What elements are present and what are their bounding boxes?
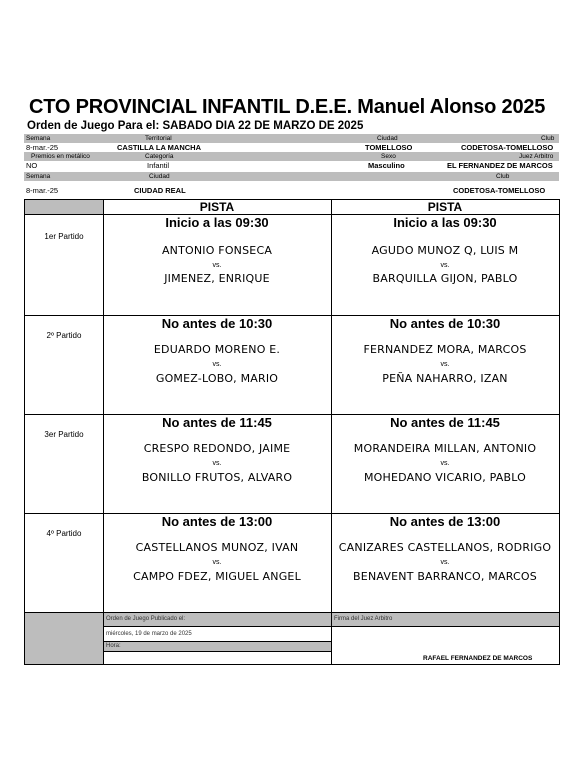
page-subtitle: Orden de Juego Para el: SABADO DIA 22 DE MARZO DE 2025 [27, 120, 364, 132]
club2-value: CODETOSA-TOMELLOSO [453, 186, 546, 195]
match-time: Inicio a las 09:30 [165, 215, 269, 230]
page-title: CTO PROVINCIAL INFANTIL D.E.E. Manuel Alonso 2025 [29, 96, 546, 118]
premios-value: NO [26, 161, 38, 170]
player-2: BONILLO FRUTOS, ALVARO [141, 471, 293, 484]
hora-label: Hora: [106, 643, 121, 649]
player-1: MORANDEIRA MILLAN, ANTONIO [353, 442, 537, 455]
player-1: FERNANDEZ MORA, MARCOS [363, 343, 527, 356]
vs-label: vs. [440, 460, 450, 467]
territorial-value: CASTILLA LA MANCHA [117, 143, 202, 152]
ciudad2-value: CIUDAD REAL [134, 186, 186, 195]
premios-label: Premios en metálico [31, 153, 90, 160]
vs-label: vs. [212, 559, 222, 566]
match-time: Inicio a las 09:30 [393, 215, 497, 230]
match-time: No antes de 11:45 [390, 415, 500, 430]
info-row1-label-band [24, 134, 559, 143]
publicado-fecha: miércoles, 19 de marzo de 2025 [106, 631, 192, 637]
categoria-label: Categoría [145, 153, 174, 160]
vs-label: vs. [440, 559, 450, 566]
sexo-label: Sexo [381, 153, 396, 160]
sexo-value: Masculino [368, 161, 405, 170]
club-label: Club [541, 135, 555, 142]
player-2: BENAVENT BARRANCO, MARCOS [353, 570, 537, 583]
partido-label: 2º Partido [46, 331, 82, 340]
footer-corner-cell [24, 612, 103, 664]
juez-value: EL FERNANDEZ DE MARCOS [447, 161, 553, 170]
pista-header-2: PISTA [427, 200, 463, 214]
firma-label: Firma del Juez Arbitro [334, 616, 393, 622]
firma-nombre: RAFAEL FERNANDEZ DE MARCOS [423, 655, 533, 662]
match-time: No antes de 10:30 [161, 316, 273, 331]
player-2: MOHEDANO VICARIO, PABLO [363, 471, 527, 484]
vs-label: vs. [212, 460, 222, 467]
vs-label: vs. [440, 262, 450, 269]
publicado-label: Orden de Juego Publicado el: [106, 616, 186, 622]
player-1: EDUARDO MORENO E. [153, 343, 281, 356]
ciudad-label: Ciudad [377, 135, 398, 142]
player-1: AGUDO MUNOZ Q, LUIS M [371, 244, 519, 257]
hora-band [104, 641, 331, 651]
vs-label: vs. [212, 361, 222, 368]
info-row2-label-band [24, 152, 559, 161]
player-2: PEÑA NAHARRO, IZAN [382, 372, 508, 385]
partido-label: 4º Partido [46, 529, 82, 538]
player-1: CANIZARES CASTELLANOS, RODRIGO [338, 541, 552, 554]
vs-label: vs. [212, 262, 222, 269]
match-time: No antes de 10:30 [389, 316, 501, 331]
player-2: GOMEZ-LOBO, MARIO [155, 372, 279, 385]
semana-value: 8-mar.-25 [26, 143, 59, 152]
juez-label: Juez Arbitro [519, 153, 554, 160]
pista-header-1: PISTA [199, 200, 235, 214]
semana-label: Semana [26, 135, 51, 142]
player-1: CRESPO REDONDO, JAIME [143, 442, 291, 455]
player-1: ANTONIO FONSECA [161, 244, 273, 257]
vs-label: vs. [440, 361, 450, 368]
partido-label: 1er Partido [44, 232, 84, 241]
semana2-label: Semana [26, 173, 51, 180]
club2-label: Club [496, 173, 510, 180]
categoria-value: Infantil [147, 161, 170, 170]
match-time: No antes de 13:00 [389, 514, 501, 529]
match-time: No antes de 11:45 [162, 415, 272, 430]
partido-label: 3er Partido [44, 430, 84, 439]
info-row3-label-band [24, 172, 559, 181]
territorial-label: Territorial [145, 135, 172, 142]
player-1: CASTELLANOS MUNOZ, IVAN [135, 541, 299, 554]
player-2: CAMPO FDEZ, MIGUEL ANGEL [133, 570, 301, 583]
ciudad2-label: Ciudad [149, 173, 170, 180]
semana2-value: 8-mar.-25 [26, 186, 59, 195]
club-value: CODETOSA-TOMELLOSO [461, 143, 554, 152]
match-time: No antes de 13:00 [161, 514, 273, 529]
ciudad-value: TOMELLOSO [365, 143, 413, 152]
corner-cell [24, 200, 103, 214]
player-2: BARQUILLA GIJON, PABLO [372, 272, 518, 285]
player-2: JIMENEZ, ENRIQUE [164, 272, 270, 285]
